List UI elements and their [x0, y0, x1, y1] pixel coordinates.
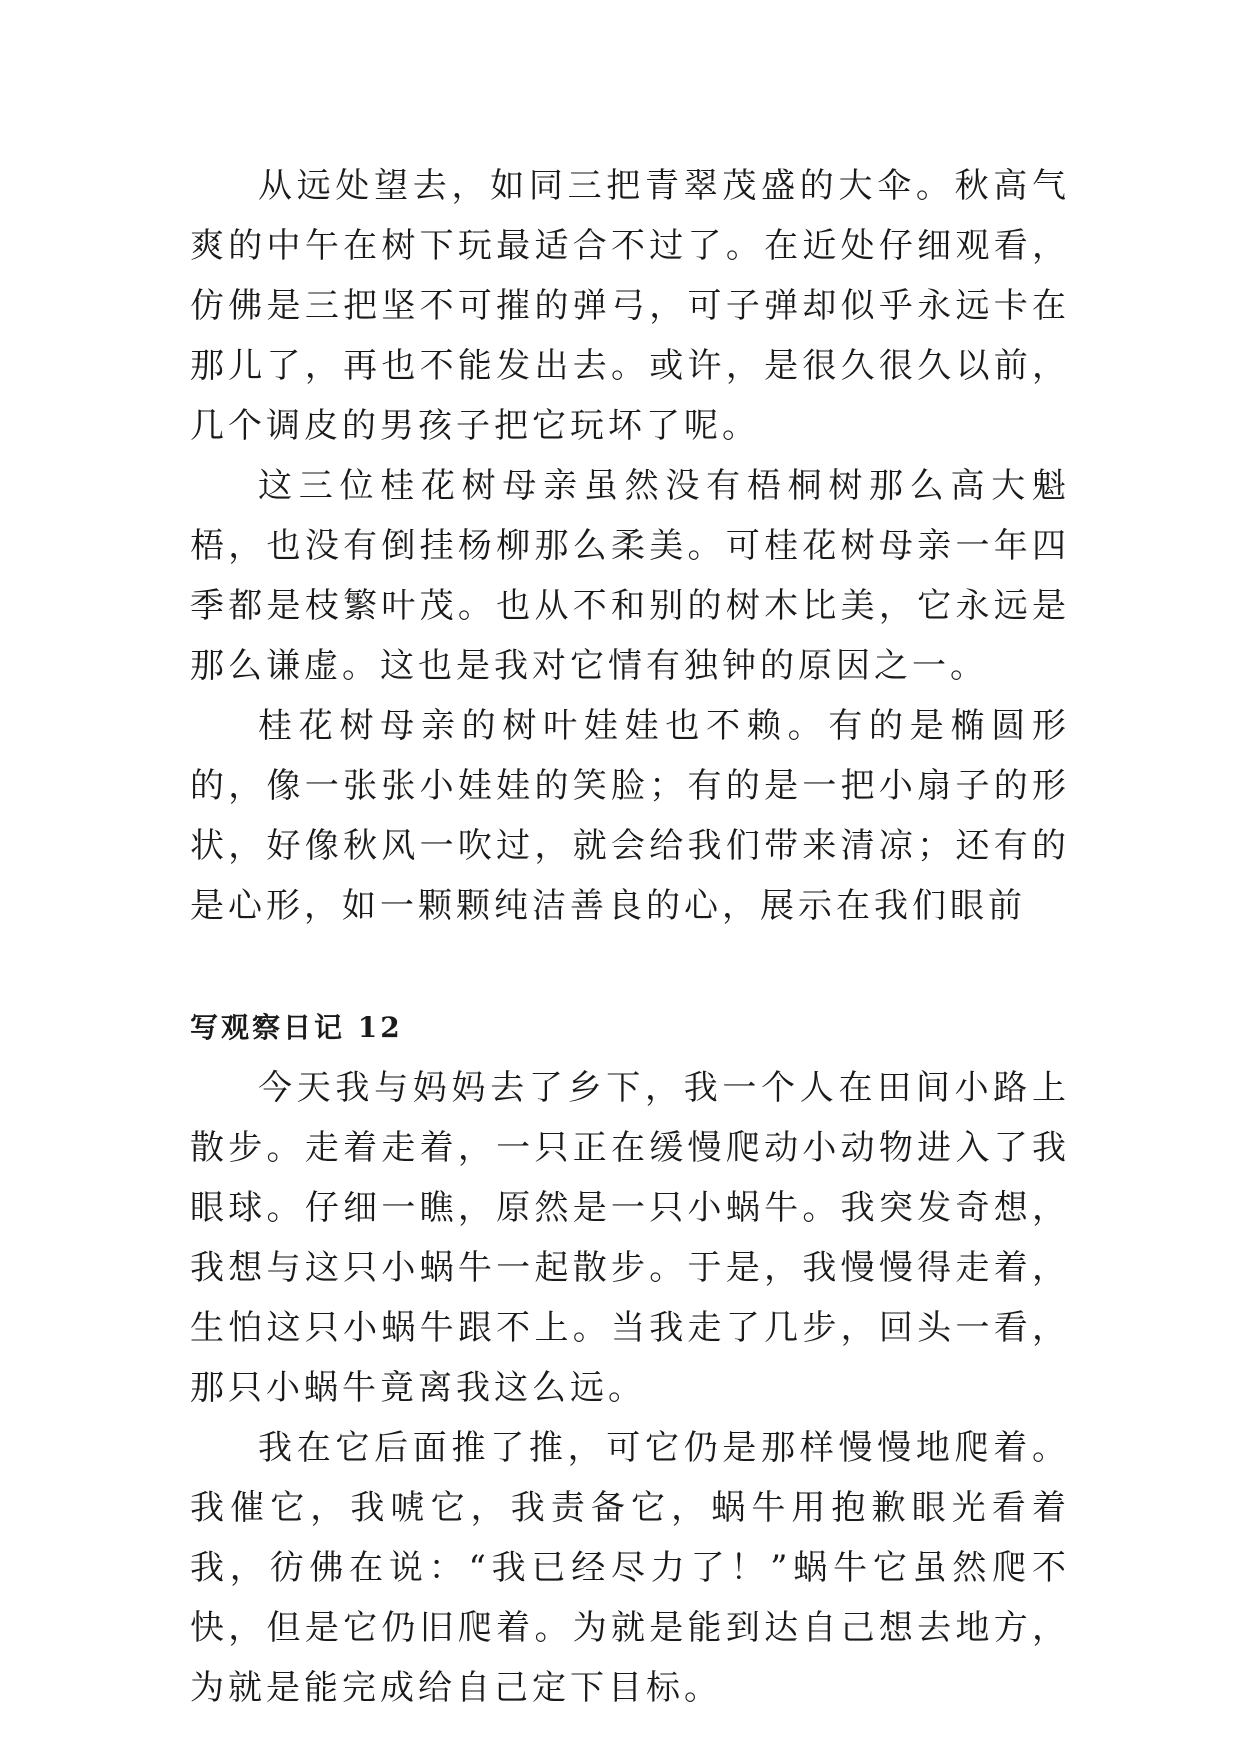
document-body [190, 156, 1070, 1718]
paragraph: 今天我与妈妈去了乡下，我一个人在田间小路上散步。走着走着，一只正在缓慢爬动小动物进入了我眼球。仔细一瞧，原然是一只小蜗牛。我突发奇想，我想与这只小蜗牛一起散步。于是，我慢慢得走着，生怕这只小蜗牛跟不上。当我走了几步，回头一看，那只小蜗牛竟离我这么远。 [190, 1068, 1070, 1408]
paragraph: 桂花树母亲的树叶娃娃也不赖。有的是椭圆形的，像一张张小娃娃的笑脸；有的是一把小扇子的形状，好像秋风一吹过，就会给我们带来清凉；还有的是心形，如一颗颗纯洁善良的心，展示在我们眼前 [190, 706, 1070, 926]
paragraph: 从远处望去，如同三把青翠茂盛的大伞。秋高气爽的中午在树下玩最适合不过了。在近处仔细观看，仿佛是三把坚不可摧的弹弓，可子弹却似乎永远卡在那儿了，再也不能发出去。或许，是很久很久以前，几个调皮的男孩子把它玩坏了呢。 [190, 166, 1070, 446]
paragraph: 我在它后面推了推，可它仍是那样慢慢地爬着。我催它，我唬它，我责备它，蜗牛用抱歉眼光看着我，彷佛在说：“我已经尽力了！”蜗牛它虽然爬不快，但是它仍旧爬着。为就是能到达自己想去地方，为就是能完成给自己定下目标。 [190, 1428, 1070, 1708]
paragraph: 这三位桂花树母亲虽然没有梧桐树那么高大魁梧，也没有倒挂杨柳那么柔美。可桂花树母亲一年四季都是枝繁叶茂。也从不和别的树木比美，它永远是那么谦虚。这也是我对它情有独钟的原因之一。 [190, 466, 1070, 686]
section-heading: 写观察日记 12 [190, 1011, 403, 1044]
